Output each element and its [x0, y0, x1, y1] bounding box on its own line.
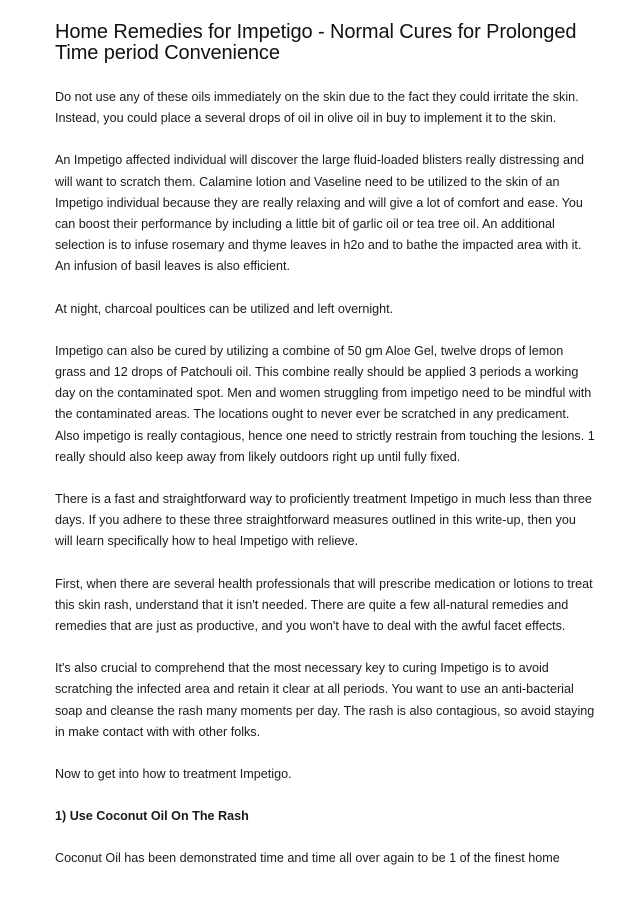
- paragraph-blisters: An Impetigo affected individual will discover the large fluid-loaded blisters really distressing and will want to scratch them. Calamine lotion and Vaseline need to be utilized to the skin of an Impetigo individual because they are really relaxing and will give a lot of comfort and ease. You can boost their performance by including a little bit of garlic oil or tea tree oil. An additional selection is to infuse rosemary and thyme leaves in h2o and to bathe the impacted area with it. An infusion of basil leaves is also efficient.: [55, 153, 584, 274]
- paragraph-avoid-scratching: It's also crucial to comprehend that the most necessary key to curing Impetigo is to avoid scratching the infected area and retain it clear at all periods. You want to use an anti-bacterial soap and cleanse the rash many moments per day. The rash is also contagious, so avoid staying in make contact with with other folks.: [55, 661, 595, 739]
- paragraph-coconut-oil: Coconut Oil has been demonstrated time and time all over again to be 1 of the finest home: [55, 851, 560, 866]
- paragraph-charcoal: At night, charcoal poultices can be utilized and left overnight.: [55, 301, 394, 316]
- section-heading-coconut-oil: 1) Use Coconut Oil On The Rash: [55, 809, 249, 824]
- paragraph-intro-treatment: Now to get into how to treatment Impetigo.: [55, 767, 292, 782]
- paragraph-oils-warning: Do not use any of these oils immediately on the skin due to the fact they could irritate the skin. Instead, you could place a several drops of oil in olive oil in buy to implement it to the skin.: [55, 90, 579, 126]
- paragraph-aloe-mix: Impetigo can also be cured by utilizing a combine of 50 gm Aloe Gel, twelve drops of lemon grass and 12 drops of Patchouli oil. This combine really should be applied 3 periods a working day on the contaminated spot. Men and women struggling from impetigo need to be mindful with the contaminated areas. The locations ought to never ever be scratched in any predicament. Also impetigo is really contagious, hence one need to strictly restrain from touching the lesions. 1 really should also keep away from likely outdoors right up until fully fixed.: [55, 343, 595, 464]
- document-page: [55, 22, 595, 891]
- document-title: Home Remedies for Impetigo - Normal Cures for Prolonged Time period Convenience: [55, 21, 577, 64]
- document-body: [55, 87, 595, 870]
- paragraph-fast-cure: There is a fast and straightforward way to proficiently treatment Impetigo in much less than three days. If you adhere to these three straightforward measures outlined in this write-up, then you will learn specifically how to heal Impetigo with relieve.: [55, 492, 592, 549]
- paragraph-natural-remedies: First, when there are several health professionals that will prescribe medication or lotions to treat this skin rash, understand that it isn't needed. There are quite a few all-natural remedies and remedies that are just as productive, and you won't have to deal with the awful facet effects.: [55, 576, 593, 634]
